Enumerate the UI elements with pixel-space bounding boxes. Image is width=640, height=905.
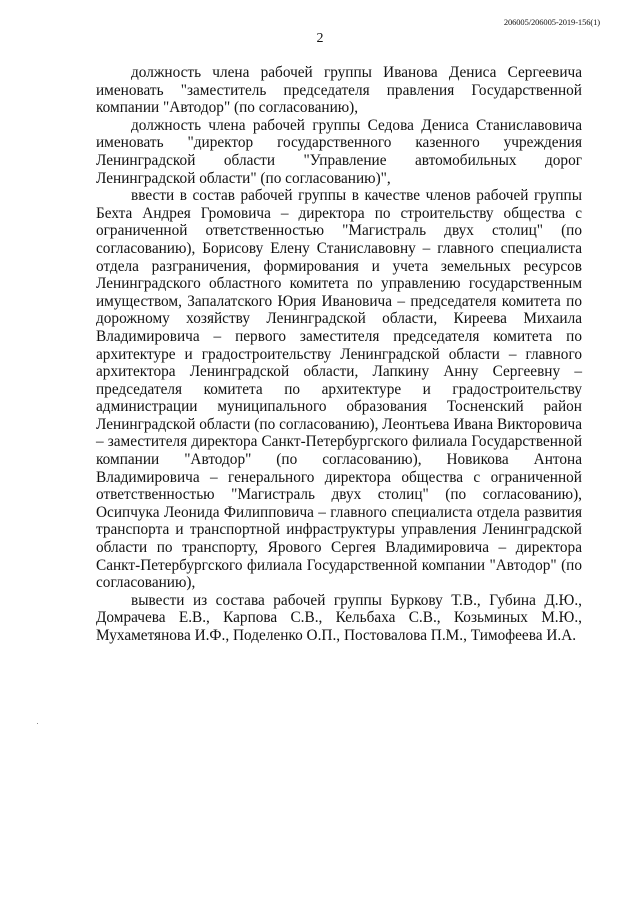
- paragraph-add-members: ввести в состав рабочей группы в качестве членов рабочей группы Бехта Андрея Громовича – директора по строительству общества с ограниченной ответственностью "Магистраль двух столиц" (по согласованию), Борисову Елену Станиславовну – главного специалиста отдела разграничения, формирования и учета земельных ресурсов Ленинградского областного комитета по управлению государственным имуществом, Запалатского Юрия Ивановича – председателя комитета по дорожному хозяйству Ленинградской области, Киреева Михаила Владимировича – первого заместителя председателя комитета по архитектуре и градостроительству Ленинградской области – главного архитектора Ленинградской области, Лапкину Анну Сергеевну – председателя комитета по архитектуре и градостроительству администрации муниципального образования Тосненский район Ленинградской области (по согласованию), Леонтьева Ивана Викторовича – заместителя директора Санкт-Петербургского филиала Государственной компании "Автодор" (по согласованию), Новикова Антона Владимировича – генерального директора общества с ограниченной ответственностью "Магистраль двух столиц" (по согласованию), Осипчука Леонида Филипповича – главного специалиста отдела развития транспорта и транспортной инфраструктуры управления Ленинградской области по транспорту, Ярового Сергея Владимировича – директора Санкт-Петербургского филиала Государственной компании "Автодор" (по согласованию),: [96, 187, 582, 592]
- paragraph-remove-members: вывести из состава рабочей группы Буркову Т.В., Губина Д.Ю., Домрачева Е.В., Карпова С.В., Кельбаха С.В., Козьминых М.Ю., Мухаметянова И.Ф., Поделенко О.П., Постовалова П.М., Тимофеева И.А.: [96, 591, 582, 644]
- paragraph-ivanov: должность члена рабочей группы Иванова Дениса Сергеевича именовать "заместитель председателя правления Государственной компании "Автодор" (по согласованию),: [96, 64, 582, 117]
- document-code: 206005/206005-2019-156(1): [503, 17, 600, 27]
- page-number: 2: [316, 31, 324, 46]
- scan-speck: [37, 723, 38, 724]
- paragraph-sedov: должность члена рабочей группы Седова Дениса Станиславовича именовать "директор государственного казенного учреждения Ленинградской области "Управление автомобильных дорог Ленинградской области" (по согласованию)",: [96, 116, 582, 187]
- document-body: [96, 64, 582, 645]
